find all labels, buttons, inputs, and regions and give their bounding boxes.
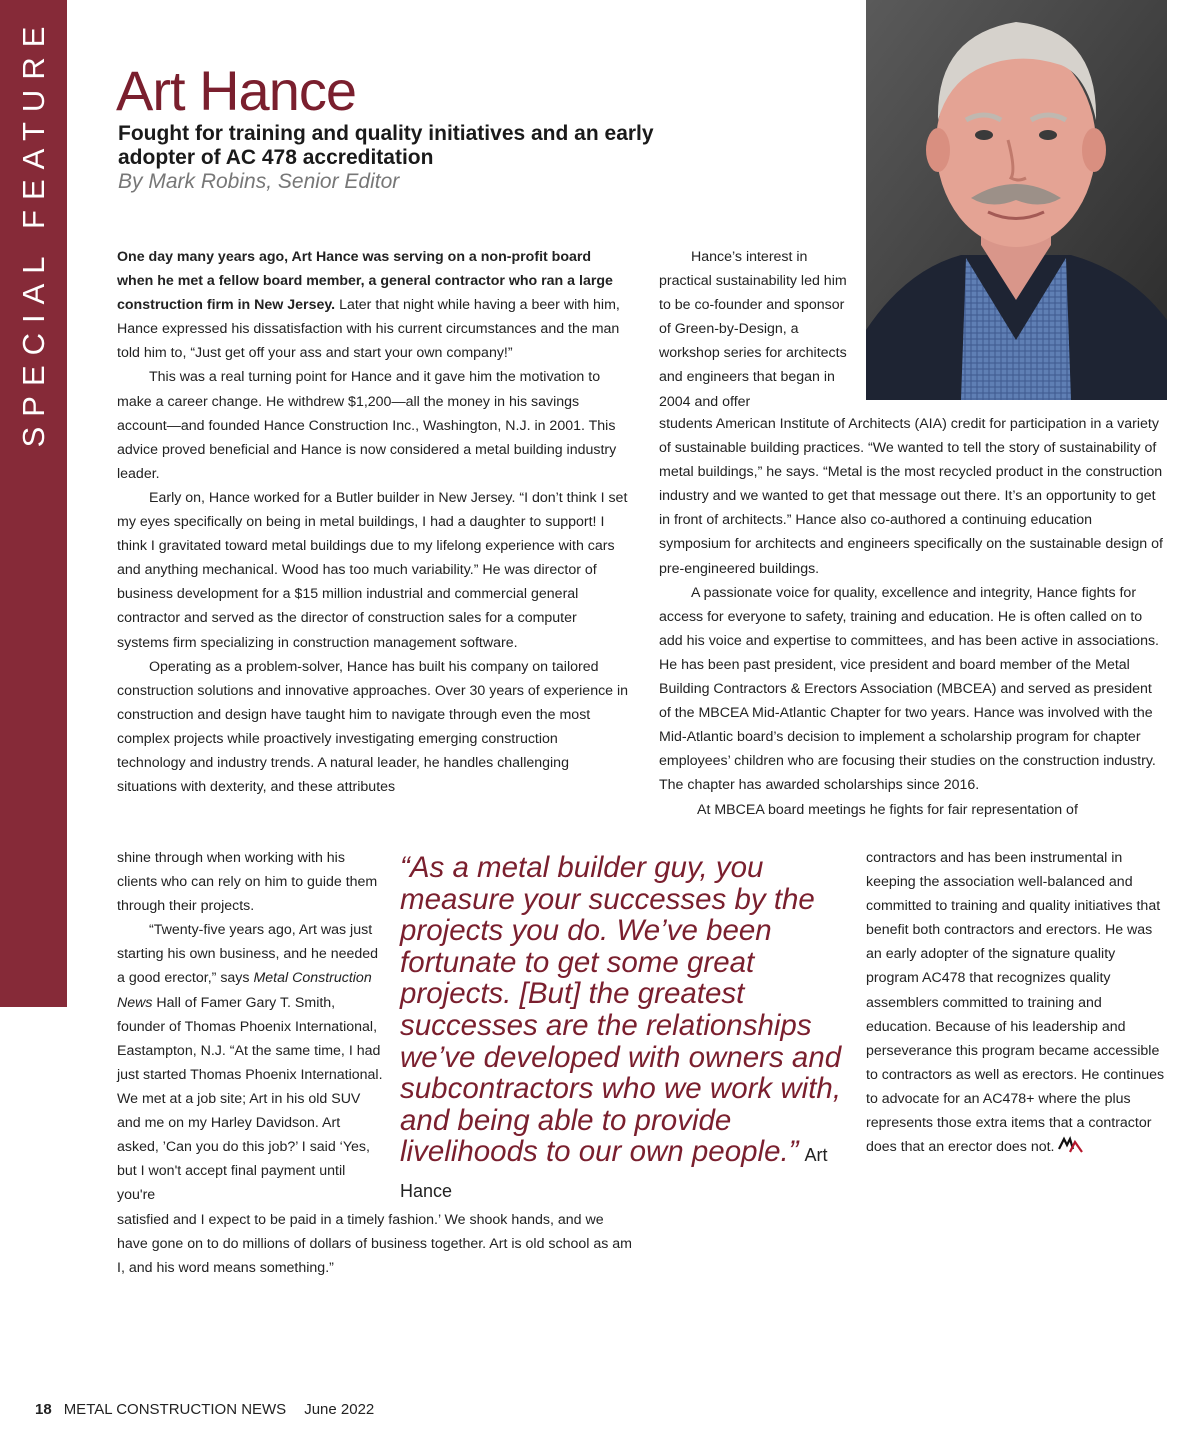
portrait-photo: [866, 0, 1167, 400]
page-number: 18: [35, 1401, 52, 1418]
paragraph-5: [117, 918, 385, 1207]
pull-quote: [400, 852, 850, 1208]
section-sidebar: [0, 0, 67, 1007]
article-byline: By Mark Robins, Senior Editor: [118, 170, 400, 193]
paragraph-3: Early on, Hance worked for a Butler builder in New Jersey. “I don’t think I set my eyes specifically on being in metal buildings, I had a daughter to support! I think I gravitated toward metal buildings due to my lifelong experience with cars and anything mechanical. Wood has too much variability.” He was director of business development for a $15 million industrial and commercial general contractor and served as the director of construction sales for a computer systems firm specializing in construction management software.: [117, 489, 628, 651]
mcn-logo-icon: [1058, 1136, 1084, 1154]
pull-quote-text: “As a metal builder guy, you measure your successes by the projects you do. We’ve been fortunate to get some great projects. [But] the greatest successes are the relationships we’ve developed with owners and subcontractors who we work with, and being able to provide livelihoods to our own people.”: [400, 851, 842, 1169]
section-label: SPECIAL FEATURE: [16, 16, 51, 448]
right-paragraph-1-top: Hance’s interest in practical sustainability led him to be co-founder and sponsor of Green-by-Design, a workshop series for architects and engineers that began in 2004 and offer: [659, 249, 847, 410]
right-paragraph-3-first: At MBCEA board meetings he fights for fair representation of: [697, 801, 1078, 818]
issue-date: June 2022: [304, 1401, 375, 1418]
lead-paragraph-rest: Later that night while having a beer with him, Hance expressed his dissatisfaction with his current circumstances and the man told him to, “Just get off your ass and start your own company!”: [117, 297, 620, 362]
page-footer: [35, 1401, 374, 1418]
right-paragraph-3-text: contractors and has been instrumental in keeping the association well-balanced and committed to training and quality initiatives that benefit both contractors and erectors. He was an early adopter of the signature quality program AC478 that recognizes quality assemblers committed to training and education. Because of his leadership and perseverance this program became accessible to contractors as well as erectors. He continues to advocate for an AC478+ where the plus represents those extra items that a contractor does that an erector does not.: [866, 850, 1165, 1156]
paragraph-5-text: “Twenty-five years ago, Art was just starting his own business, and he needed a good erector,” says: [117, 922, 379, 987]
right-paragraph-3-rest: [866, 846, 1168, 1159]
lead-paragraph-bold: One day many years ago, Art Hance was serving on a non-profit board when he met a fellow board member, a general contractor who ran a large construction firm in New Jersey.: [117, 249, 613, 314]
right-paragraph-1-rest: students American Institute of Architects (AIA) credit for participation in a variety of sustainable building practices. “We wanted to tell the story of sustainability of metal buildings,” he says. “Metal is the most recycled product in the construction industry and we wanted to get that message out there. It’s an opportunity to get in front of architects.” Hance also co-authored a continuing education symposium for architects and engineers specifically on the sustainable design of pre-engineered buildings.: [659, 416, 1163, 577]
article-body-left-narrow: [117, 846, 385, 1207]
article-body-left: [117, 245, 629, 799]
article-body-right-narrow: [866, 846, 1168, 1159]
paragraph-2: This was a real turning point for Hance and it gave him the motivation to make a career change. He withdrew $1,200—all the money in his savings account—and founded Hance Construction Inc., Washington, N.J. in 2001. This advice proved beneficial and Hance is now considered a metal building industry leader.: [117, 369, 617, 482]
article-body-right: [659, 412, 1165, 822]
publication-name: METAL CONSTRUCTION NEWS: [63, 1401, 287, 1418]
portrait-illustration: [866, 0, 1167, 400]
pull-quote-attribution: Art Hance: [400, 1145, 828, 1201]
paragraph-5-text-rest: Hall of Famer Gary T. Smith, founder of Thomas Phoenix International, Eastampton, N.J. “At the same time, I had just started Thomas Phoenix International. We met at a job site; Art in his old SUV and me on my Harley Davidson. Art asked, ’Can you do this job?’ I said ‘Yes, but I won't accept final payment until you're: [117, 994, 383, 1204]
paragraph-4: Operating as a problem-solver, Hance has built his company on tailored construction solutions and innovative approaches. Over 30 years of experience in construction and design have taught him to navigate through even the most complex projects while proactively investigating emerging construction technology and industry trends. A natural leader, he handles challenging situations with dexterity, and these attributes: [117, 658, 629, 796]
right-paragraph-2: A passionate voice for quality, excellence and integrity, Hance fights for access for everyone to safety, training and education. He is often called on to add his voice and expertise to committees, and has been active in associations. He has been past president, vice president and board member of the Metal Building Contractors & Erectors Association (MBCEA) and served as president of the MBCEA Mid-Atlantic Chapter for two years. Hance was involved with the Mid-Atlantic board’s decision to implement a scholarship program for chapter employees’ children who are focusing their studies on the construction industry. The chapter has awarded scholarships since 2016.: [659, 584, 1159, 794]
article-subtitle: Fought for training and quality initiatives and an early adopter of AC 478 accreditation: [118, 122, 654, 169]
publication-name-italic: Metal Construction News: [117, 970, 372, 1011]
paragraph-5-continued: satisfied and I expect to be paid in a timely fashion.’ We shook hands, and we have gone on to do millions of dollars of business together. Art is old school as am I, and his word means something.”: [117, 1212, 632, 1277]
article-body-right-top: [659, 245, 859, 414]
paragraph-4-continued: shine through when working with his clients who can rely on him to guide them through their projects.: [117, 850, 378, 915]
article-title: Art Hance: [116, 59, 356, 122]
article-body-left-bottom: [117, 1208, 637, 1280]
